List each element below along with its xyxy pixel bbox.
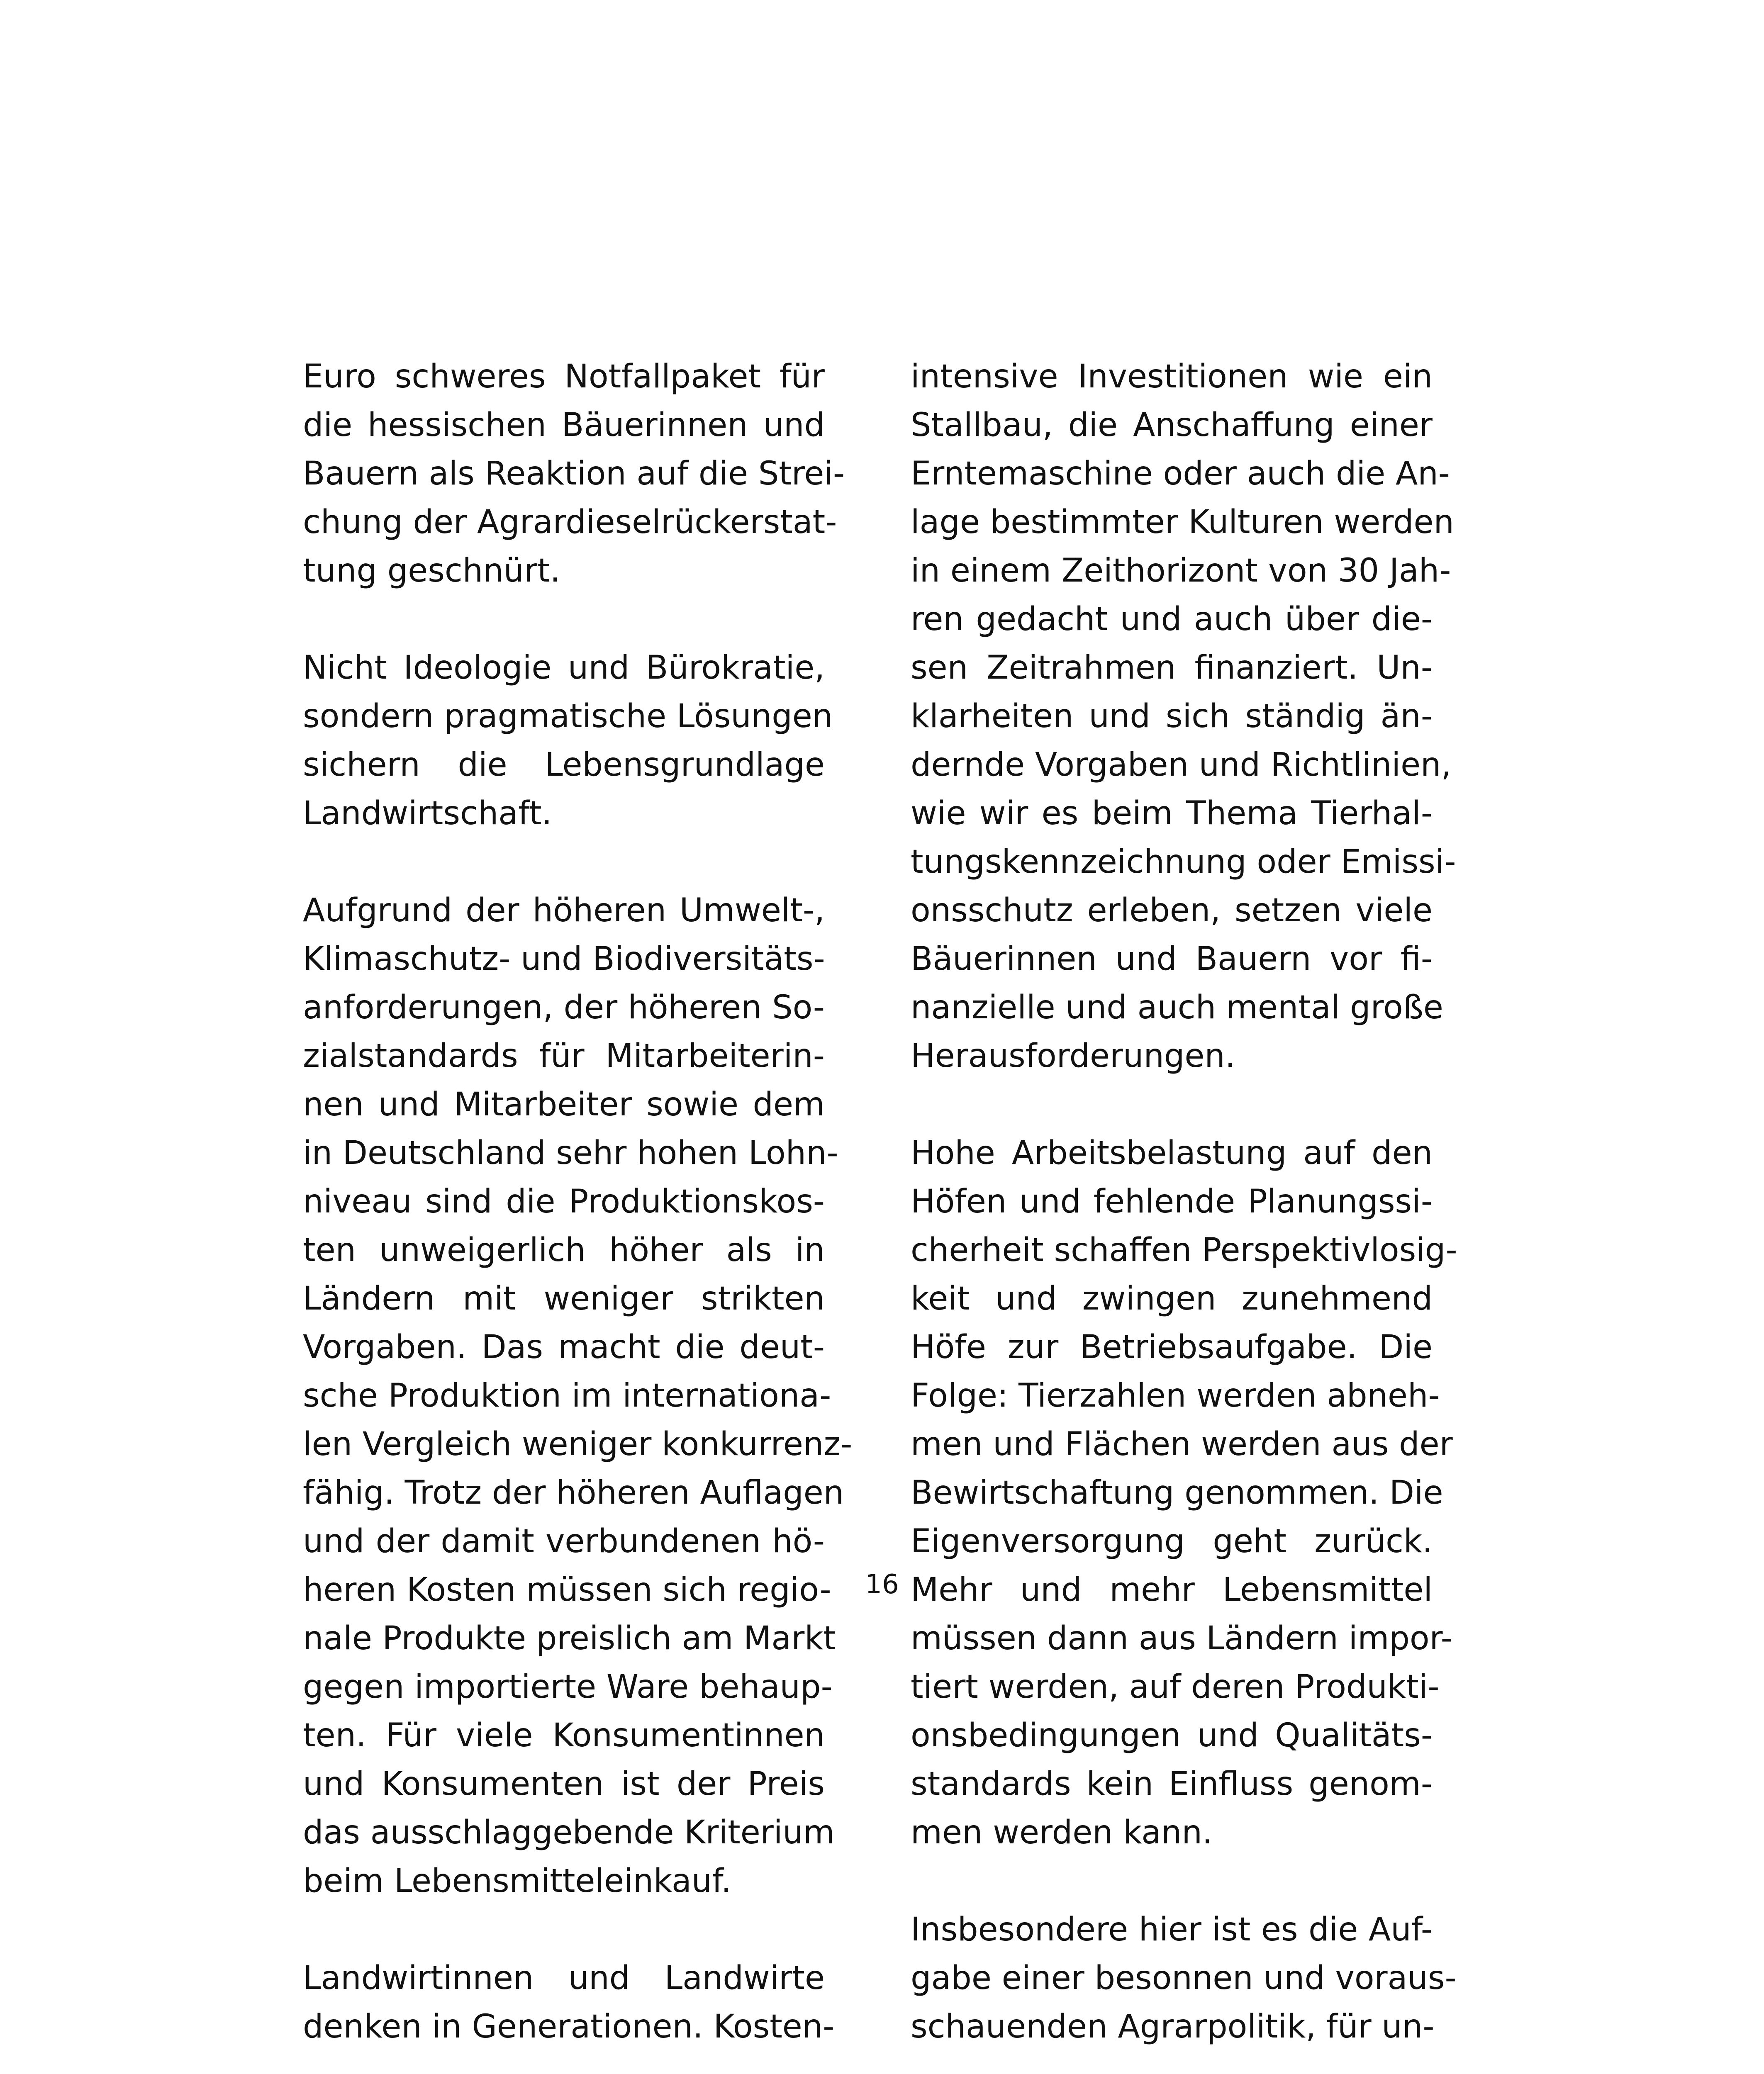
- paragraph-gap: [303, 838, 825, 886]
- text-line: intensive Investitionen wie ein: [911, 358, 1433, 395]
- text-line: beim Lebensmitteleinkauf.: [303, 1862, 731, 1900]
- text-line: Aufgrund der höheren Umwelt-,: [303, 892, 825, 929]
- paragraph: [911, 353, 1456, 1081]
- text-line: tungskennzeichnung oder Emissi-: [911, 843, 1456, 881]
- text-line: denken in Generationen. Kosten-: [303, 2008, 835, 2045]
- text-line: sen Zeitrahmen finanziert. Un-: [911, 649, 1433, 686]
- text-line: nen und Mitarbeiter sowie dem: [303, 1086, 825, 1123]
- text-line: fähig. Trotz der höheren Auflagen: [303, 1474, 844, 1512]
- text-line: Bewirtschaftung genommen. Die: [911, 1474, 1443, 1512]
- paragraph-gap: [303, 1906, 825, 1954]
- text-line: das ausschlaggebende Kriterium: [303, 1814, 835, 1851]
- text-line: len Vergleich weniger konkurrenz-: [303, 1426, 853, 1463]
- text-line: Insbesondere hier ist es die Auf-: [911, 1911, 1433, 1948]
- text-line: sche Produktion im internationa-: [303, 1377, 831, 1414]
- paragraph: [303, 644, 833, 838]
- text-line: Landwirtinnen und Landwirte: [303, 1960, 825, 1997]
- text-line: ren gedacht und auch über die-: [911, 601, 1433, 638]
- paragraph: [303, 1954, 835, 2051]
- text-line: und Konsumenten ist der Preis: [303, 1765, 825, 1803]
- page-number: 16: [865, 1569, 899, 1600]
- paragraph-gap: [911, 1857, 1433, 1906]
- text-line: sichern die Lebensgrundlage: [303, 746, 825, 784]
- paragraph-gap: [911, 1081, 1433, 1129]
- text-line: tiert werden, auf deren Produkti-: [911, 1668, 1440, 1706]
- left-column: [303, 353, 853, 2051]
- text-line: tung geschnürt.: [303, 552, 560, 589]
- text-line: Höfe zur Betriebsaufgabe. Die: [911, 1329, 1433, 1366]
- paragraph: [303, 886, 853, 1906]
- text-line: in einem Zeithorizont von 30 Jah-: [911, 552, 1451, 589]
- text-line: onsschutz erleben, setzen viele: [911, 892, 1433, 929]
- text-line: klarheiten und sich ständig än-: [911, 698, 1433, 735]
- paragraph: [303, 353, 845, 595]
- text-line: heren Kosten müssen sich regio-: [303, 1571, 831, 1609]
- text-line: Eigenversorgung geht zurück.: [911, 1523, 1433, 1560]
- text-line: dernde Vorgaben und Richtlinien,: [911, 746, 1452, 784]
- text-line: sondern pragmatische Lösungen: [303, 698, 833, 735]
- text-line: Landwirtschaft.: [303, 795, 552, 832]
- right-column: [911, 353, 1457, 2051]
- text-line: chung der Agrardieselrückerstat-: [303, 504, 837, 541]
- text-line: anforderungen, der höheren So-: [303, 989, 825, 1026]
- text-line: men und Flächen werden aus der: [911, 1426, 1453, 1463]
- text-line: Mehr und mehr Lebensmittel: [911, 1571, 1433, 1609]
- text-line: lage bestimmter Kulturen werden: [911, 504, 1454, 541]
- text-line: Höfen und fehlende Planungssi-: [911, 1183, 1433, 1220]
- text-line: nale Produkte preislich am Markt: [303, 1620, 836, 1657]
- text-line: gabe einer besonnen und voraus-: [911, 1960, 1457, 1997]
- text-line: zialstandards für Mitarbeiterin-: [303, 1037, 825, 1075]
- text-line: Euro schweres Notfallpaket für: [303, 358, 825, 395]
- text-line: onsbedingungen und Qualitäts-: [911, 1717, 1433, 1754]
- text-line: keit und zwingen zunehmend: [911, 1280, 1433, 1317]
- text-line: Erntemaschine oder auch die An-: [911, 455, 1450, 492]
- paragraph: [911, 1129, 1457, 1857]
- paragraph-gap: [303, 595, 825, 644]
- text-line: Bäuerinnen und Bauern vor fi-: [911, 940, 1433, 978]
- text-line: niveau sind die Produktionskos-: [303, 1183, 825, 1220]
- text-line: Nicht Ideologie und Bürokratie,: [303, 649, 825, 686]
- text-line: Herausforderungen.: [911, 1037, 1235, 1075]
- text-line: müssen dann aus Ländern impor-: [911, 1620, 1452, 1657]
- text-line: ten. Für viele Konsumentinnen: [303, 1717, 825, 1754]
- text-line: standards kein Einfluss genom-: [911, 1765, 1433, 1803]
- text-line: nanzielle und auch mental große: [911, 989, 1443, 1026]
- text-line: Ländern mit weniger strikten: [303, 1280, 825, 1317]
- text-line: in Deutschland sehr hohen Lohn-: [303, 1134, 838, 1172]
- text-line: Klimaschutz- und Biodiversitäts-: [303, 940, 825, 978]
- text-line: und der damit verbundenen hö-: [303, 1523, 825, 1560]
- text-line: Vorgaben. Das macht die deut-: [303, 1329, 825, 1366]
- text-line: gegen importierte Ware behaup-: [303, 1668, 833, 1706]
- text-line: men werden kann.: [911, 1814, 1213, 1851]
- paragraph: [911, 1906, 1457, 2051]
- text-line: Hohe Arbeitsbelastung auf den: [911, 1134, 1433, 1172]
- text-line: schauenden Agrarpolitik, für un-: [911, 2008, 1435, 2045]
- text-line: cherheit schaffen Perspektivlosig-: [911, 1232, 1457, 1269]
- text-line: Bauern als Reaktion auf die Strei-: [303, 455, 845, 492]
- text-line: Folge: Tierzahlen werden abneh-: [911, 1377, 1440, 1414]
- text-line: Stallbau, die Anschaffung einer: [911, 407, 1433, 444]
- text-line: die hessischen Bäuerinnen und: [303, 407, 825, 444]
- text-line: wie wir es beim Thema Tierhal-: [911, 795, 1433, 832]
- text-line: ten unweigerlich höher als in: [303, 1232, 825, 1269]
